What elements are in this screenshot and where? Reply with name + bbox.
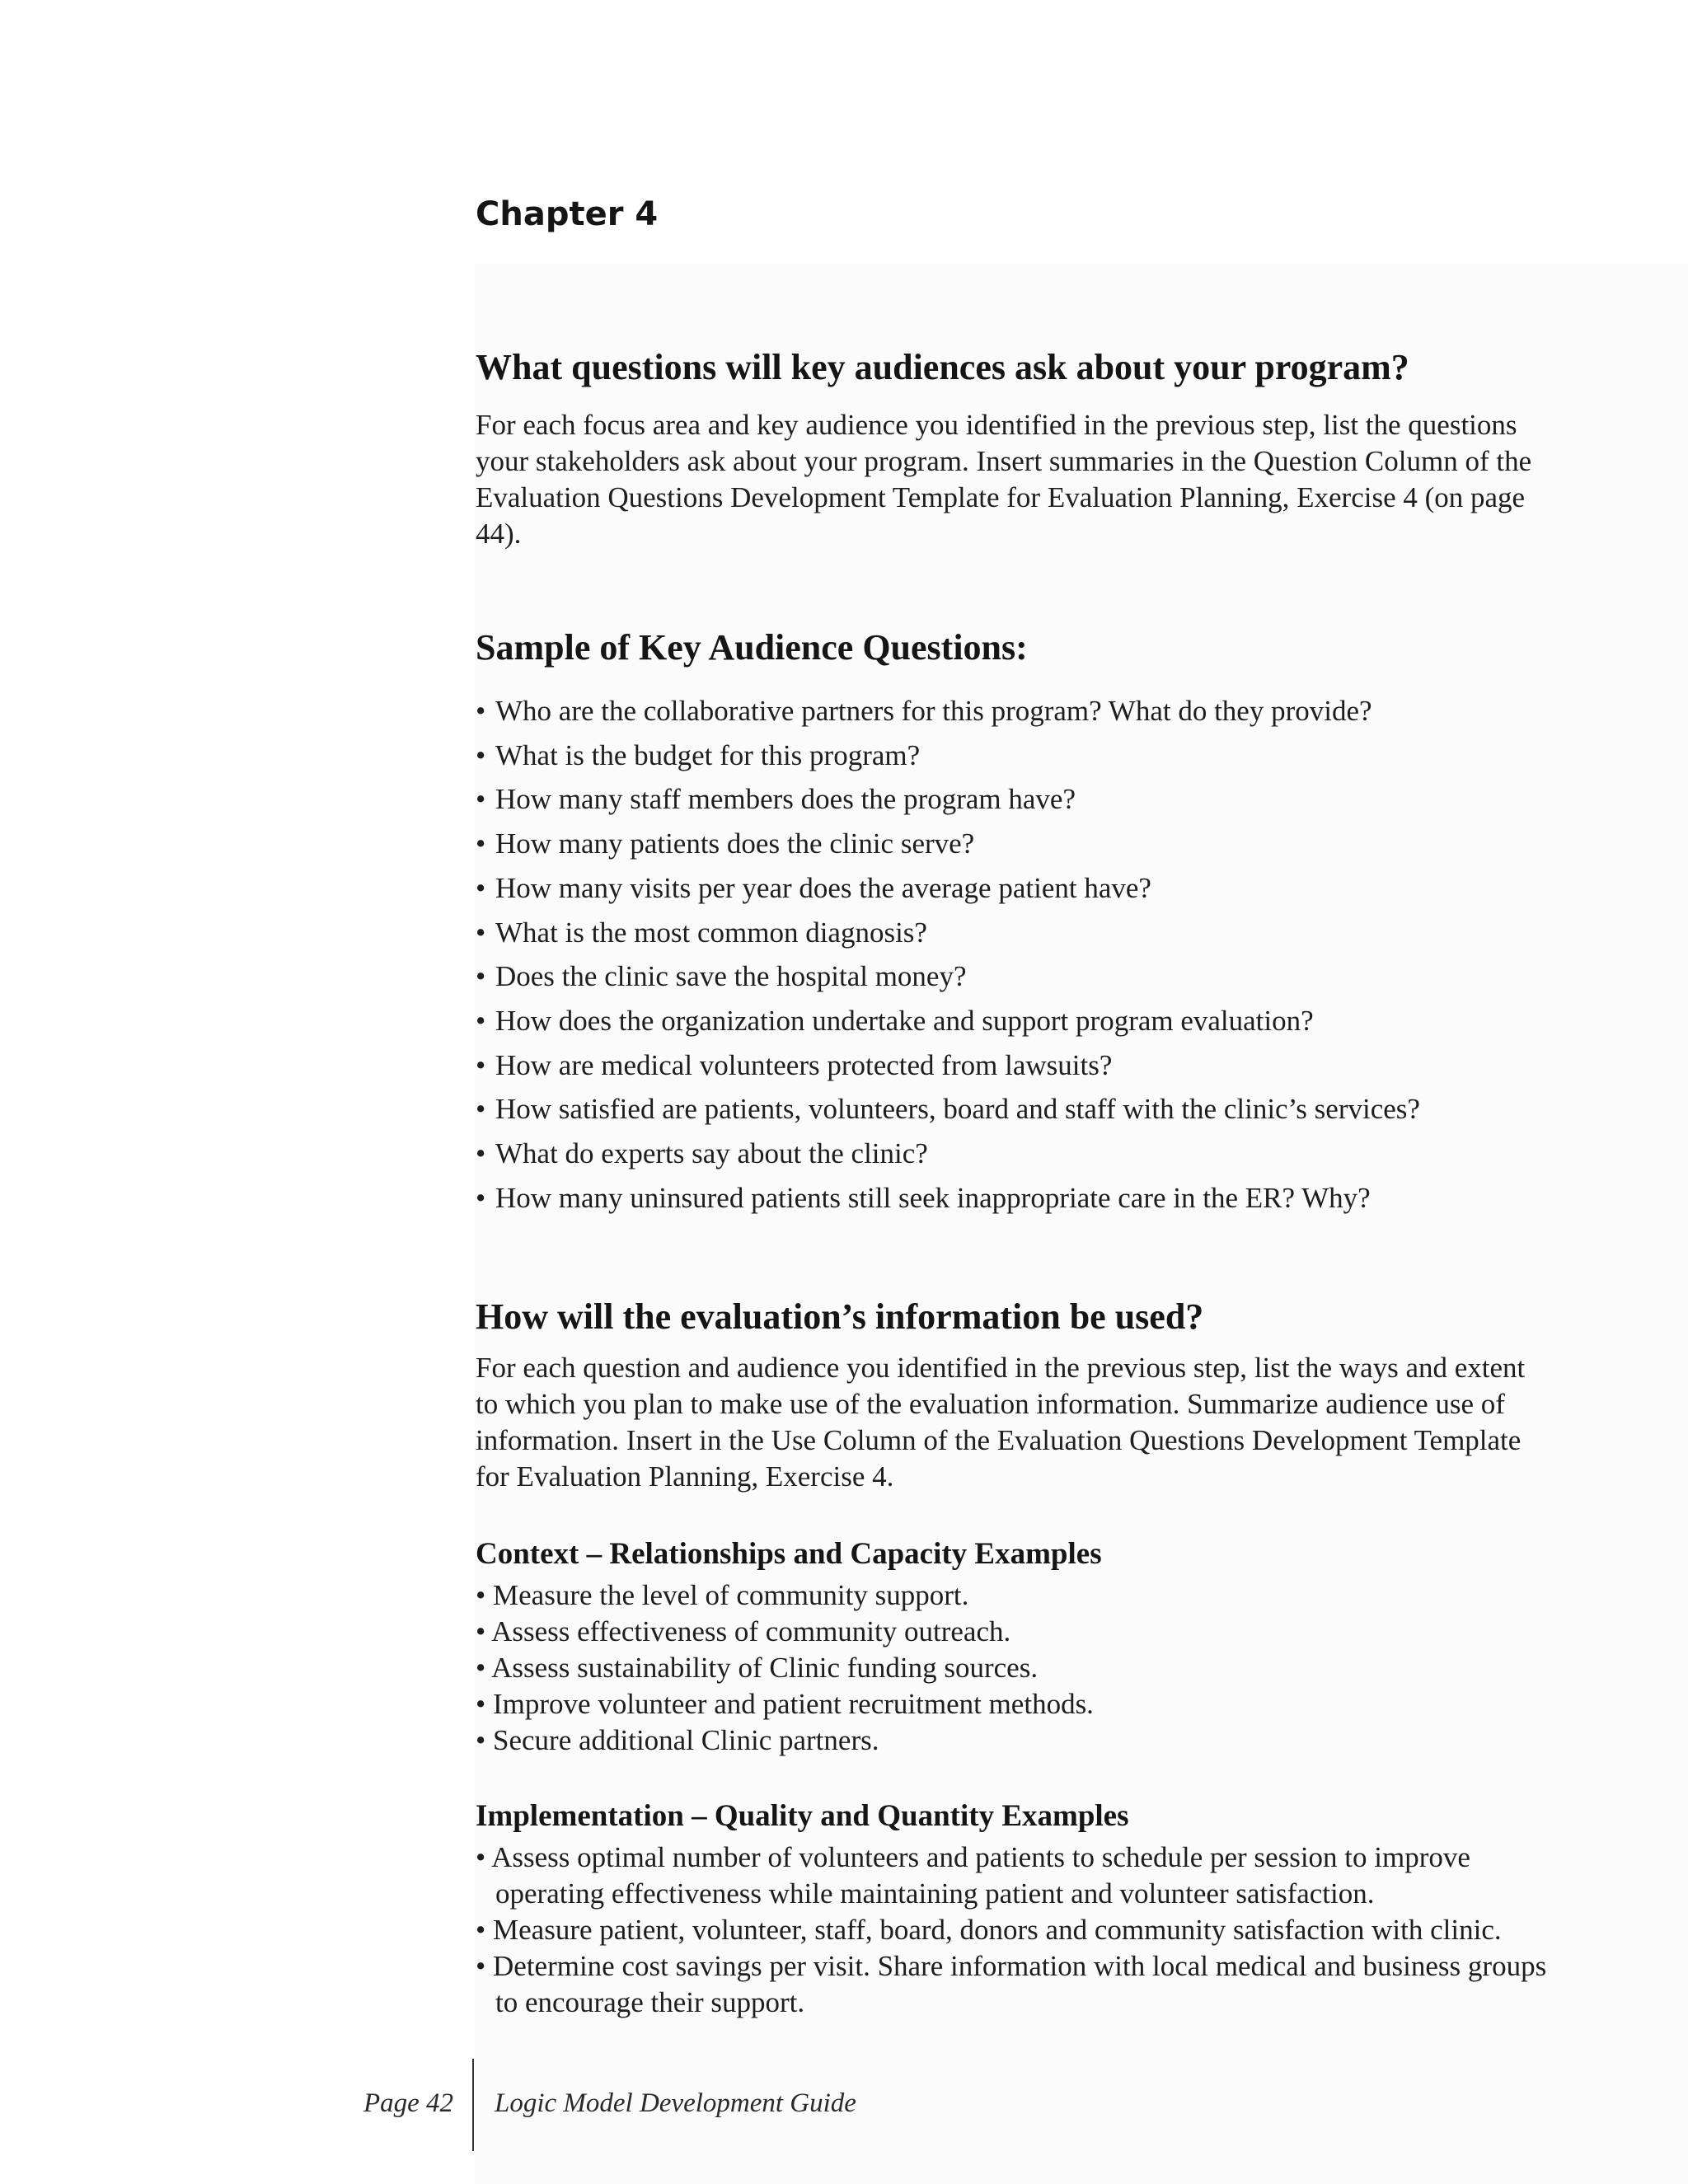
context-examples-heading: Context – Relationships and Capacity Examples bbox=[476, 1537, 1102, 1571]
list-item bbox=[476, 999, 1420, 1043]
bullet-marker: • bbox=[476, 1048, 486, 1081]
sample-questions-list bbox=[476, 689, 1420, 1220]
list-item: • Secure additional Clinic partners. bbox=[476, 1724, 879, 1756]
list-item bbox=[476, 1176, 1420, 1221]
list-item: • Measure the level of community support. bbox=[476, 1579, 969, 1611]
bullet-marker: • bbox=[476, 871, 486, 904]
list-item bbox=[476, 1043, 1420, 1088]
bullet-marker: • bbox=[476, 695, 486, 727]
context-examples bbox=[476, 1535, 1547, 1759]
implementation-examples-heading: Implementation – Quality and Quantity Examples bbox=[476, 1799, 1129, 1833]
question-text: What do experts say about the clinic? bbox=[495, 1137, 928, 1170]
question-text: How many patients does the clinic serve? bbox=[495, 827, 975, 860]
list-item bbox=[476, 689, 1420, 733]
questions-section-heading: What questions will key audiences ask about your program? bbox=[476, 347, 1409, 387]
footer-guide-title: Logic Model Development Guide bbox=[495, 2088, 856, 2118]
implementation-examples-list bbox=[476, 1840, 1547, 2021]
page-number: Page 42 bbox=[363, 2088, 453, 2118]
question-text: What is the most common diagnosis? bbox=[495, 916, 927, 949]
list-item bbox=[476, 1132, 1420, 1176]
list-item bbox=[476, 866, 1420, 911]
question-text: How many staff members does the program have? bbox=[495, 783, 1076, 816]
bullet-marker: • bbox=[476, 1137, 486, 1170]
questions-section-paragraph: For each focus area and key audience you identified in the previous step, list the questions your stakeholders ask about your program. Insert summaries in the Question Column of the Evaluation Questions Development Template for Evaluation Planning, Exercise 4 (on page 44). bbox=[476, 409, 1532, 550]
bullet-marker: • bbox=[476, 1181, 486, 1214]
context-examples-list bbox=[476, 1577, 1547, 1759]
footer-divider bbox=[472, 2059, 474, 2151]
list-item: • Assess effectiveness of community outreach. bbox=[476, 1615, 1011, 1647]
list-item bbox=[476, 1087, 1420, 1132]
list-item: • Determine cost savings per visit. Share information with local medical and business groups to encourage their support. bbox=[476, 1950, 1547, 2018]
sample-questions-heading: Sample of Key Audience Questions: bbox=[476, 627, 1028, 668]
bullet-marker: • bbox=[476, 1093, 486, 1126]
question-text: How many visits per year does the average patient have? bbox=[495, 871, 1151, 904]
chapter-label: Chapter 4 bbox=[476, 195, 659, 233]
list-item: • Improve volunteer and patient recruitment methods. bbox=[476, 1688, 1094, 1720]
question-text: Who are the collaborative partners for this program? What do they provide? bbox=[495, 695, 1372, 727]
list-item bbox=[476, 777, 1420, 822]
bullet-marker: • bbox=[476, 960, 486, 993]
question-text: How are medical volunteers protected from lawsuits? bbox=[495, 1048, 1113, 1081]
list-item: • Measure patient, volunteer, staff, board, donors and community satisfaction with clinic. bbox=[476, 1914, 1502, 1946]
implementation-examples bbox=[476, 1797, 1547, 2021]
bullet-marker: • bbox=[476, 916, 486, 949]
question-text: How many uninsured patients still seek inappropriate care in the ER? Why? bbox=[495, 1181, 1371, 1214]
list-item: • Assess optimal number of volunteers and patients to schedule per session to improve operating effectiveness while maintaining patient and volunteer satisfaction. bbox=[476, 1841, 1470, 1910]
list-item bbox=[476, 822, 1420, 866]
question-text: What is the budget for this program? bbox=[495, 738, 921, 771]
question-text: Does the clinic save the hospital money? bbox=[495, 960, 967, 993]
information-use-paragraph: For each question and audience you identified in the previous step, list the ways and extent to which you plan to make use of the evaluation information. Summarize audience use of information. Insert in the Use Column of the Evaluation Questions Development Template for Evaluation Planning, Exercise 4. bbox=[476, 1352, 1526, 1493]
bullet-marker: • bbox=[476, 783, 486, 816]
list-item bbox=[476, 733, 1420, 778]
list-item: • Assess sustainability of Clinic funding sources. bbox=[476, 1652, 1039, 1684]
question-text: How satisfied are patients, volunteers, board and staff with the clinic’s services? bbox=[495, 1093, 1420, 1126]
bullet-marker: • bbox=[476, 827, 486, 860]
list-item bbox=[476, 954, 1420, 999]
bullet-marker: • bbox=[476, 738, 486, 771]
bullet-marker: • bbox=[476, 1004, 486, 1037]
information-use-heading: How will the evaluation’s information be used? bbox=[476, 1296, 1204, 1337]
question-text: How does the organization undertake and support program evaluation? bbox=[495, 1004, 1314, 1037]
list-item bbox=[476, 911, 1420, 955]
